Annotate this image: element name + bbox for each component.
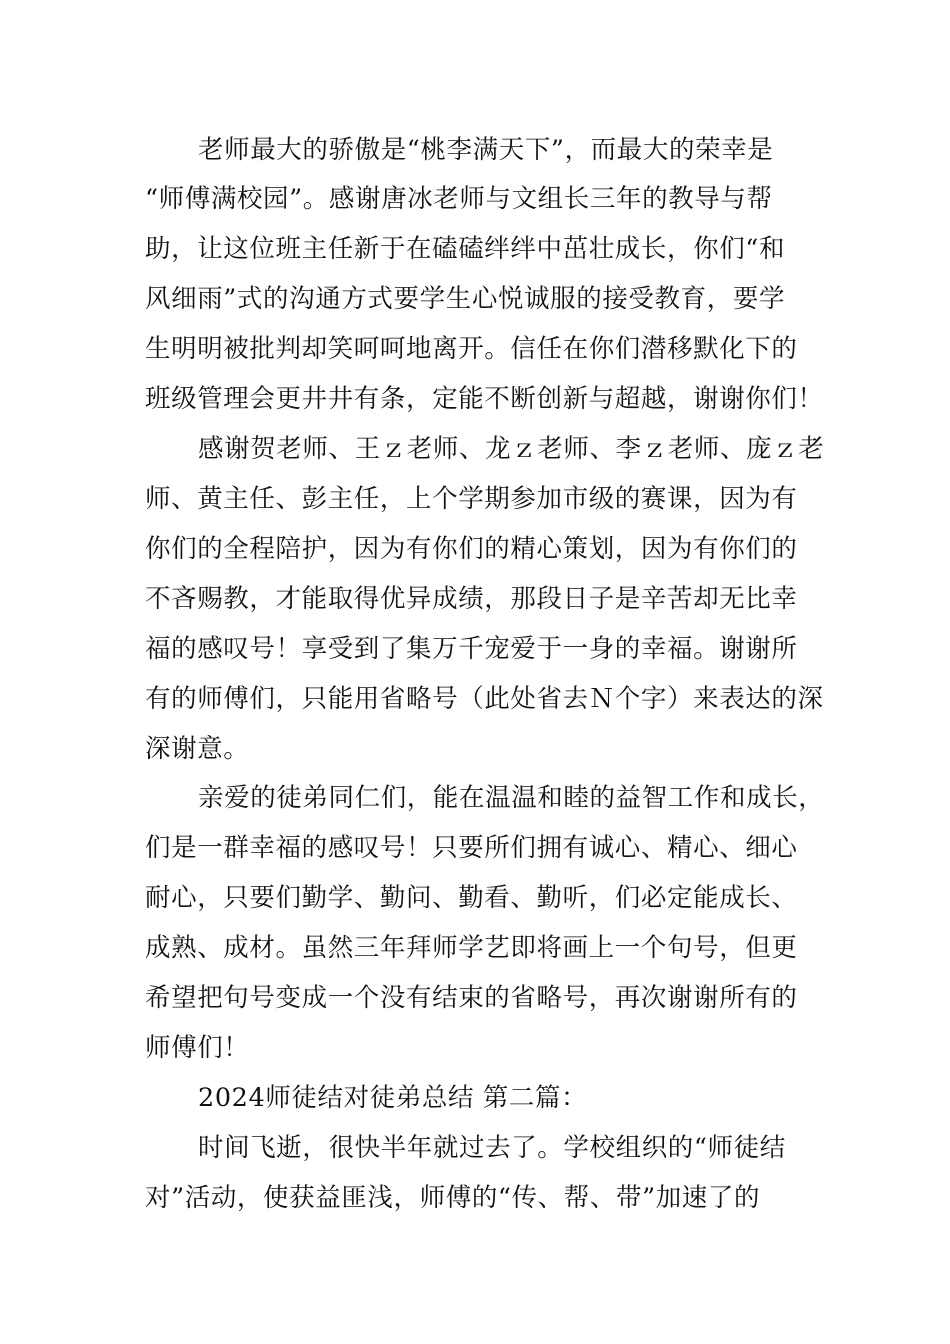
text-line: 师、黄主任、彭主任，上个学期参加市级的赛课，因为有	[145, 484, 798, 514]
text-line: 希望把句号变成一个没有结束的省略号，再次谢谢所有的	[145, 983, 798, 1013]
text-line: “师傅满校园”。感谢唐冰老师与文组长三年的教导与帮	[145, 184, 773, 214]
text-line: 亲爱的徒弟同仁们，能在温温和睦的益智工作和成长，	[198, 783, 825, 813]
text-line: 不吝赐教，才能取得优异成绩，那段日子是辛苦却无比幸	[145, 584, 798, 614]
text-line: 成熟、成材。虽然三年拜师学艺即将画上一个句号，但更	[145, 933, 798, 963]
text-line: 班级管理会更井井有条，定能不断创新与超越，谢谢你们！	[145, 384, 824, 414]
text-line: 们是一群幸福的感叹号！只要所们拥有诚心、精心、细心	[145, 833, 798, 863]
text-line: 助，让这位班主任新于在磕磕绊绊中茁壮成长，你们“和	[145, 234, 786, 264]
section-heading: 2024师徒结对徒弟总结 第二篇：	[198, 1083, 588, 1113]
text-line: 福的感叹号！享受到了集万千宠爱于一身的幸福。谢谢所	[145, 634, 798, 664]
text-line: 老师最大的骄傲是“桃李满天下”，而最大的荣幸是	[198, 135, 774, 165]
text-line: 有的师傅们，只能用省略号（此处省去Ｎ个字）来表达的深	[145, 684, 824, 714]
text-line: 耐心，只要们勤学、勤问、勤看、勤听，们必定能成长、	[145, 883, 798, 913]
text-line: 对”活动，使获益匪浅，师傅的“传、帮、带”加速了的	[145, 1183, 761, 1213]
text-line: 深谢意。	[145, 734, 250, 764]
text-line: 风细雨”式的沟通方式要学生心悦诚服的接受教育，要学	[145, 284, 786, 314]
text-line: 感谢贺老师、王ｚ老师、龙ｚ老师、李ｚ老师、庞ｚ老	[198, 434, 825, 464]
text-line: 师傅们！	[145, 1033, 250, 1063]
text-line: 你们的全程陪护，因为有你们的精心策划，因为有你们的	[145, 534, 798, 564]
text-line: 时间飞逝，很快半年就过去了。学校组织的“师徒结	[198, 1133, 786, 1163]
text-line: 生明明被批判却笑呵呵地离开。信任在你们潜移默化下的	[145, 334, 798, 364]
